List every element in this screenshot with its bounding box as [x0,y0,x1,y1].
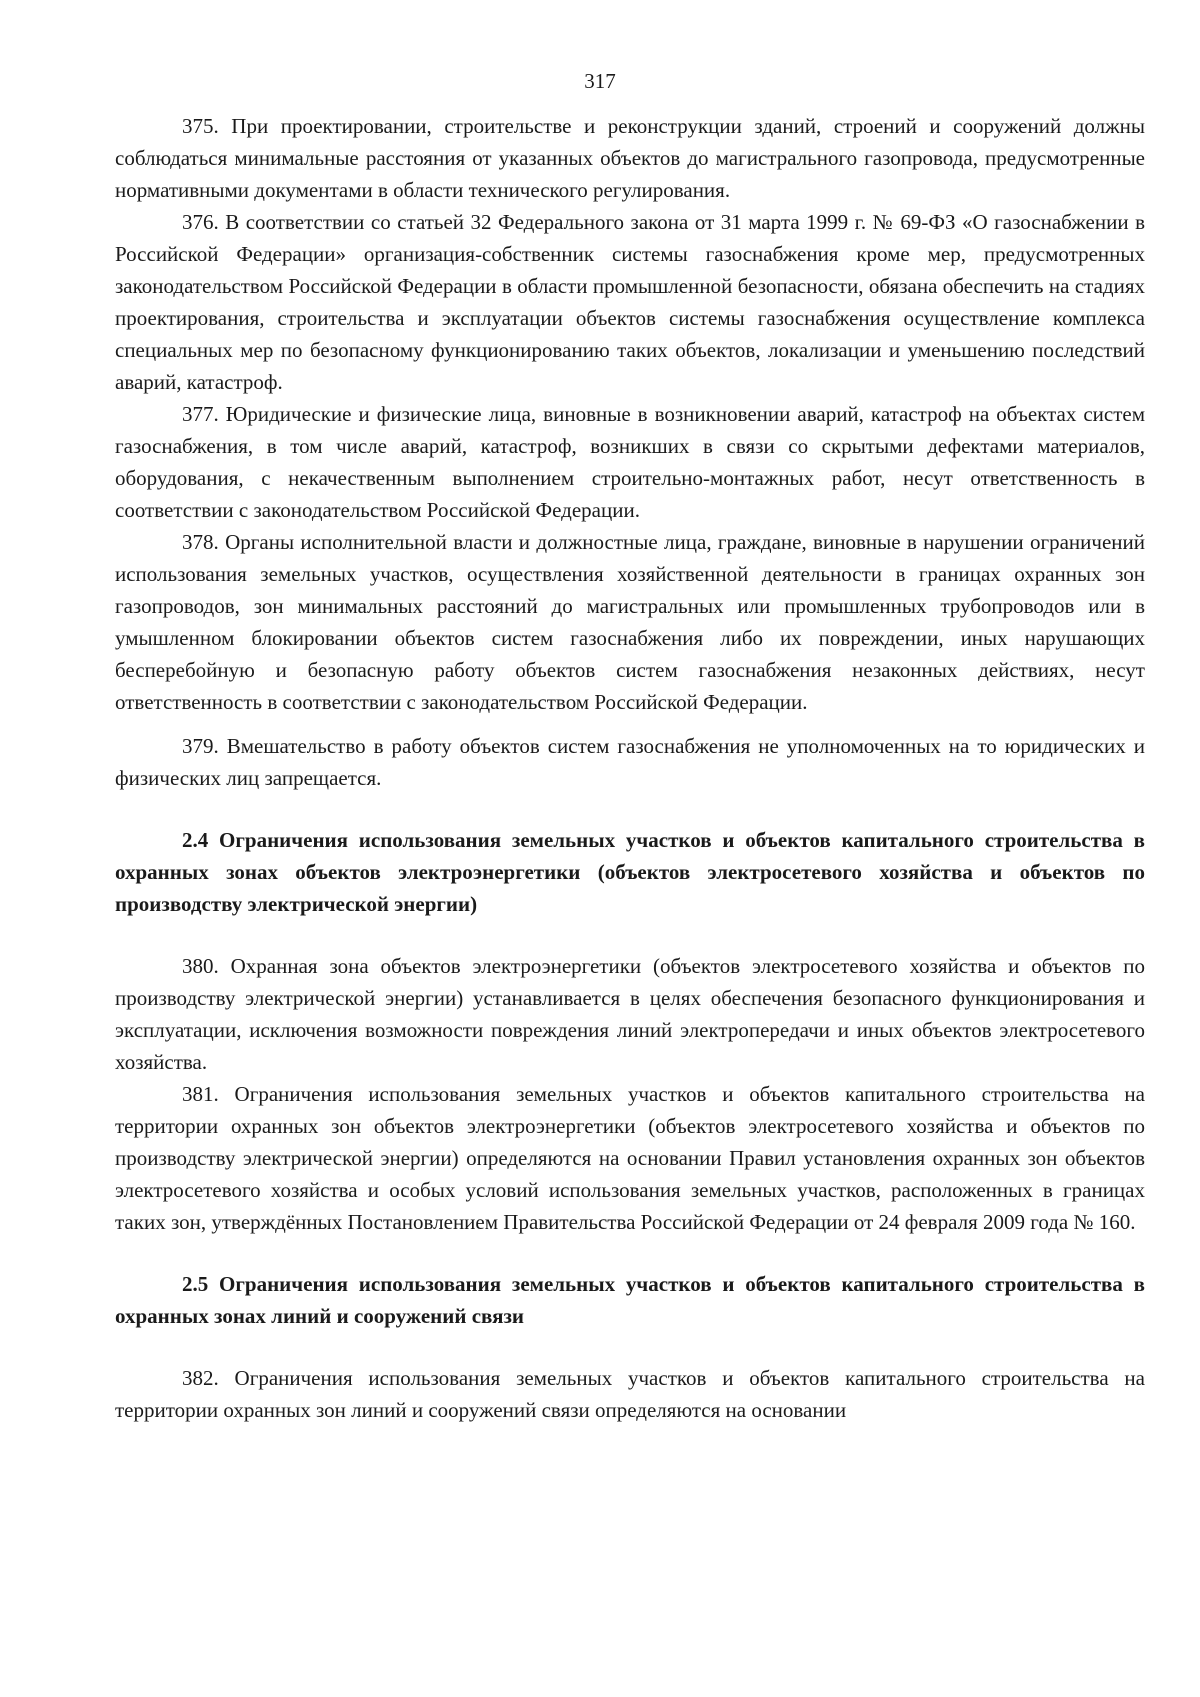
paragraph-380: 380. Охранная зона объектов электроэнергетики (объектов электросетевого хозяйства и объектов по производству электрической энергии) устанавливается в целях обеспечения безопасного функционирования и эксплуатации, исключения возможности повреждения линий электропередачи и иных объектов электросетевого хозяйства. [115,954,1145,1074]
section-heading-2-4: 2.4 Ограничения использования земельных участков и объектов капитального строительства в охранных зонах объектов электроэнергетики (объектов электросетевого хозяйства и объектов по производству электрической энергии) [115,828,1145,916]
paragraph-377: 377. Юридические и физические лица, виновные в возникновении аварий, катастроф на объектах систем газоснабжения, в том числе аварий, катастроф, возникших в связи со скрытыми дефектами материалов, оборудования, с некачественным выполнением строительно-монтажных работ, несут ответственность в соответствии с законодательством Российской Федерации. [115,402,1145,522]
document-body [115,110,1145,1426]
paragraph-382: 382. Ограничения использования земельных участков и объектов капитального строительства на территории охранных зон линий и сооружений связи определяются на основании [115,1366,1145,1422]
paragraph-381: 381. Ограничения использования земельных участков и объектов капитального строительства на территории охранных зон объектов электроэнергетики (объектов электросетевого хозяйства и объектов по производству электрической энергии) определяются на основании Правил установления охранных зон объектов электросетевого хозяйства и особых условий использования земельных участков, расположенных в границах таких зон, утверждённых Постановлением Правительства Российской Федерации от 24 февраля 2009 года № 160. [115,1082,1145,1234]
paragraph-375: 375. При проектировании, строительстве и реконструкции зданий, строений и сооружений должны соблюдаться минимальные расстояния от указанных объектов до магистрального газопровода, предусмотренные нормативными документами в области технического регулирования. [115,114,1145,202]
paragraph-378: 378. Органы исполнительной власти и должностные лица, граждане, виновные в нарушении ограничений использования земельных участков, осуществления хозяйственной деятельности в границах охранных зон газопроводов, зон минимальных расстояний до магистральных или промышленных трубопроводов или в умышленном блокировании объектов систем газоснабжения либо их повреждении, иных нарушающих бесперебойную и безопасную работу объектов систем газоснабжения незаконных действиях, несут ответственность в соответствии с законодательством Российской Федерации. [115,530,1145,714]
paragraph-376: 376. В соответствии со статьей 32 Федерального закона от 31 марта 1999 г. № 69-ФЗ «О газоснабжении в Российской Федерации» организация-собственник системы газоснабжения кроме мер, предусмотренных законодательством Российской Федерации в области промышленной безопасности, обязана обеспечить на стадиях проектирования, строительства и эксплуатации объектов системы газоснабжения осуществление комплекса специальных мер по безопасному функционированию таких объектов, локализации и уменьшению последствий аварий, катастроф. [115,210,1145,394]
page-number: 317 [584,69,616,93]
paragraph-379: 379. Вмешательство в работу объектов систем газоснабжения не уполномоченных на то юридических и физических лиц запрещается. [115,734,1145,790]
section-heading-2-5: 2.5 Ограничения использования земельных участков и объектов капитального строительства в охранных зонах линий и сооружений связи [115,1272,1145,1328]
